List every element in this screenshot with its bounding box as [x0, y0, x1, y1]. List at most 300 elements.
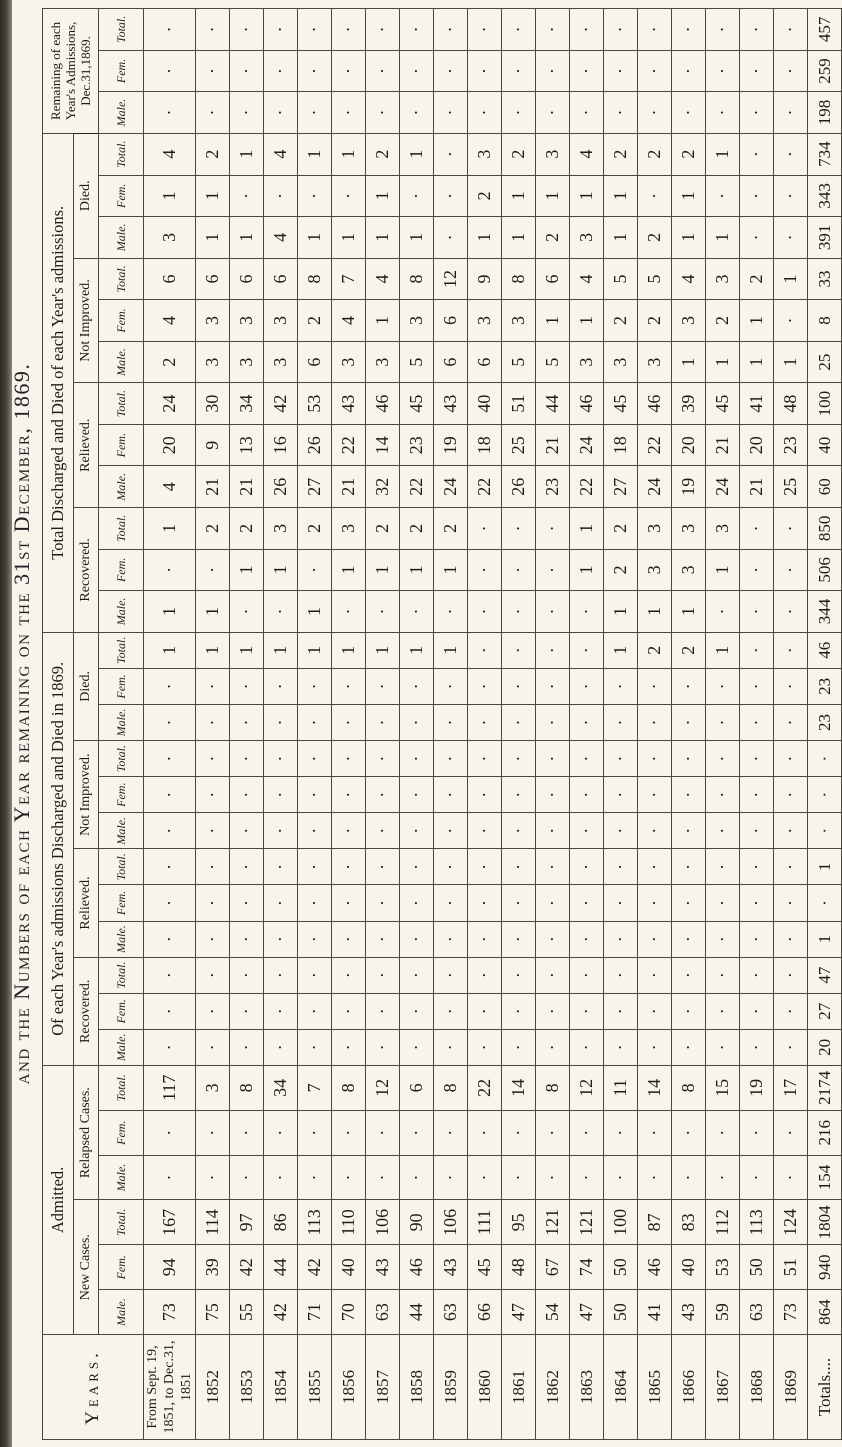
value-cell: ·: [706, 175, 740, 217]
col-header-male: Male.: [99, 217, 144, 259]
value-cell: 45: [468, 1245, 502, 1290]
value-cell: 2: [502, 133, 536, 175]
value-cell: ·: [400, 921, 434, 957]
value-cell: 50: [740, 1245, 774, 1290]
table-row: [502, 9, 536, 1440]
value-cell: ·: [264, 1029, 298, 1065]
value-cell: 113: [298, 1200, 332, 1245]
value-cell: 2: [672, 632, 706, 668]
value-cell: ·: [332, 1029, 366, 1065]
value-cell: 4: [264, 217, 298, 259]
value-cell: 121: [570, 1200, 604, 1245]
value-cell: 1: [706, 133, 740, 175]
value-cell: ·: [144, 50, 196, 92]
value-cell: 1: [672, 175, 706, 217]
value-cell: ·: [502, 741, 536, 777]
value-cell: 100: [604, 1200, 638, 1245]
col-header-total: Total.: [99, 1200, 144, 1245]
value-cell: 1: [230, 632, 264, 668]
value-cell: 8: [808, 300, 842, 342]
value-cell: ·: [434, 92, 468, 134]
value-cell: 1: [366, 217, 400, 259]
value-cell: 1: [366, 300, 400, 342]
value-cell: 22: [570, 466, 604, 508]
value-cell: 14: [638, 1065, 672, 1110]
value-cell: 3: [196, 1065, 230, 1110]
value-cell: 19: [740, 1065, 774, 1110]
col-header-fem: Fem.: [99, 777, 144, 813]
col-header-male: Male.: [99, 1029, 144, 1065]
col-header-total: Total.: [99, 383, 144, 425]
value-cell: 2: [400, 508, 434, 550]
value-cell: ·: [468, 668, 502, 704]
value-cell: ·: [502, 957, 536, 993]
value-cell: 1: [502, 217, 536, 259]
value-cell: ·: [570, 849, 604, 885]
year-cell: 1865: [638, 1335, 672, 1440]
value-cell: 12: [366, 1065, 400, 1110]
value-cell: ·: [570, 777, 604, 813]
value-cell: 74: [570, 1245, 604, 1290]
table-row: [604, 9, 638, 1440]
value-cell: ·: [468, 508, 502, 550]
value-cell: 1: [570, 300, 604, 342]
value-cell: ·: [230, 957, 264, 993]
value-cell: 3: [570, 217, 604, 259]
value-cell: 27: [604, 466, 638, 508]
value-cell: 70: [332, 1290, 366, 1335]
value-cell: 41: [638, 1290, 672, 1335]
col-header-fem: Fem.: [99, 424, 144, 466]
value-cell: 22: [638, 424, 672, 466]
value-cell: 124: [774, 1200, 808, 1245]
value-cell: ·: [230, 175, 264, 217]
value-cell: 59: [706, 1290, 740, 1335]
year-cell: 1854: [264, 1335, 298, 1440]
value-cell: ·: [400, 1110, 434, 1155]
value-cell: ·: [332, 885, 366, 921]
value-cell: ·: [570, 993, 604, 1029]
value-cell: 42: [264, 1290, 298, 1335]
value-cell: 940: [808, 1245, 842, 1290]
value-cell: ·: [672, 668, 706, 704]
value-cell: 1: [144, 632, 196, 668]
value-cell: ·: [502, 993, 536, 1029]
value-cell: ·: [400, 1155, 434, 1200]
value-cell: 23: [774, 424, 808, 466]
value-cell: ·: [706, 591, 740, 633]
value-cell: 1: [196, 591, 230, 633]
value-cell: ·: [774, 777, 808, 813]
value-cell: 3: [638, 341, 672, 383]
value-cell: ·: [740, 632, 774, 668]
col-header-fem: Fem.: [99, 549, 144, 591]
value-cell: 1: [706, 341, 740, 383]
value-cell: 3: [706, 258, 740, 300]
col-header-total: Total.: [99, 9, 144, 51]
value-cell: 1: [536, 175, 570, 217]
value-cell: ·: [400, 885, 434, 921]
table-row: [366, 9, 400, 1440]
value-cell: ·: [774, 50, 808, 92]
value-cell: 34: [230, 383, 264, 425]
value-cell: ·: [672, 9, 706, 51]
value-cell: 3: [230, 300, 264, 342]
value-cell: 5: [502, 341, 536, 383]
value-cell: ·: [774, 813, 808, 849]
value-cell: ·: [502, 921, 536, 957]
value-cell: 60: [808, 466, 842, 508]
value-cell: ·: [230, 50, 264, 92]
value-cell: 8: [298, 258, 332, 300]
value-cell: ·: [740, 508, 774, 550]
value-cell: 100: [808, 383, 842, 425]
value-cell: ·: [502, 704, 536, 740]
value-cell: ·: [536, 813, 570, 849]
value-cell: ·: [604, 9, 638, 51]
value-cell: ·: [366, 957, 400, 993]
value-cell: ·: [740, 1110, 774, 1155]
value-cell: 46: [400, 1245, 434, 1290]
value-cell: 121: [536, 1200, 570, 1245]
value-cell: ·: [468, 957, 502, 993]
value-cell: ·: [144, 957, 196, 993]
value-cell: 42: [298, 1245, 332, 1290]
value-cell: ·: [502, 1110, 536, 1155]
t-died-header: Died.: [74, 133, 99, 258]
value-cell: 1: [230, 217, 264, 259]
value-cell: ·: [740, 777, 774, 813]
value-cell: ·: [332, 1155, 366, 1200]
col-header-total: Total.: [99, 957, 144, 993]
value-cell: 6: [400, 1065, 434, 1110]
value-cell: 8: [230, 1065, 264, 1110]
value-cell: ·: [196, 92, 230, 134]
value-cell: 1: [332, 217, 366, 259]
value-cell: 26: [264, 466, 298, 508]
value-cell: ·: [672, 849, 706, 885]
value-cell: 11: [604, 1065, 638, 1110]
y-recovered-header: Recovered.: [74, 957, 99, 1065]
value-cell: 75: [196, 1290, 230, 1335]
value-cell: ·: [706, 92, 740, 134]
value-cell: 44: [264, 1245, 298, 1290]
col-header-total: Total.: [99, 849, 144, 885]
value-cell: ·: [230, 92, 264, 134]
value-cell: ·: [332, 849, 366, 885]
value-cell: ·: [332, 777, 366, 813]
value-cell: 46: [366, 383, 400, 425]
col-header-fem: Fem.: [99, 668, 144, 704]
value-cell: 2: [604, 508, 638, 550]
admissions-table: [42, 8, 842, 1440]
value-cell: 21: [332, 466, 366, 508]
value-cell: ·: [740, 9, 774, 51]
value-cell: ·: [706, 813, 740, 849]
value-cell: ·: [230, 668, 264, 704]
value-cell: ·: [468, 1155, 502, 1200]
value-cell: ·: [468, 1029, 502, 1065]
value-cell: 1: [808, 849, 842, 885]
value-cell: ·: [570, 9, 604, 51]
value-cell: ·: [604, 813, 638, 849]
value-cell: 1: [366, 175, 400, 217]
value-cell: 391: [808, 217, 842, 259]
table-row: [434, 9, 468, 1440]
value-cell: 97: [230, 1200, 264, 1245]
value-cell: ·: [400, 849, 434, 885]
value-cell: ·: [570, 921, 604, 957]
year-cell: 1869: [774, 1335, 808, 1440]
value-cell: ·: [808, 813, 842, 849]
value-cell: 63: [366, 1290, 400, 1335]
value-cell: ·: [332, 813, 366, 849]
value-cell: ·: [774, 217, 808, 259]
value-cell: ·: [468, 92, 502, 134]
value-cell: ·: [144, 813, 196, 849]
value-cell: 45: [400, 383, 434, 425]
value-cell: ·: [638, 885, 672, 921]
value-cell: 22: [400, 466, 434, 508]
value-cell: ·: [468, 549, 502, 591]
value-cell: ·: [144, 1029, 196, 1065]
value-cell: ·: [672, 921, 706, 957]
value-cell: 8: [536, 1065, 570, 1110]
value-cell: ·: [298, 741, 332, 777]
value-cell: 1: [144, 508, 196, 550]
value-cell: ·: [638, 1029, 672, 1065]
value-cell: 3: [264, 341, 298, 383]
value-cell: ·: [230, 921, 264, 957]
value-cell: ·: [604, 704, 638, 740]
value-cell: ·: [264, 921, 298, 957]
value-cell: ·: [434, 175, 468, 217]
value-cell: 43: [434, 383, 468, 425]
value-cell: ·: [740, 957, 774, 993]
value-cell: ·: [604, 1110, 638, 1155]
value-cell: 33: [808, 258, 842, 300]
table-row: [298, 9, 332, 1440]
value-cell: 18: [468, 424, 502, 466]
value-cell: ·: [264, 92, 298, 134]
value-cell: 2: [298, 300, 332, 342]
table-row: [638, 9, 672, 1440]
value-cell: ·: [434, 741, 468, 777]
value-cell: ·: [502, 849, 536, 885]
value-cell: 12: [434, 258, 468, 300]
value-cell: ·: [774, 993, 808, 1029]
value-cell: ·: [706, 668, 740, 704]
value-cell: ·: [740, 993, 774, 1029]
value-cell: ·: [570, 50, 604, 92]
value-cell: 344: [808, 591, 842, 633]
value-cell: 67: [536, 1245, 570, 1290]
year-cell: 1859: [434, 1335, 468, 1440]
value-cell: ·: [740, 741, 774, 777]
value-cell: 41: [740, 383, 774, 425]
value-cell: 506: [808, 549, 842, 591]
value-cell: ·: [536, 704, 570, 740]
value-cell: 5: [638, 258, 672, 300]
value-cell: 117: [144, 1065, 196, 1110]
value-cell: ·: [400, 92, 434, 134]
value-cell: ·: [774, 591, 808, 633]
value-cell: 47: [808, 957, 842, 993]
page-heading: and the Numbers of each Year remaining on the 31st December, 1869.: [9, 362, 34, 1085]
value-cell: ·: [740, 1155, 774, 1200]
col-header-fem: Fem.: [99, 885, 144, 921]
value-cell: 1: [672, 591, 706, 633]
value-cell: ·: [332, 175, 366, 217]
value-cell: ·: [400, 777, 434, 813]
value-cell: ·: [536, 668, 570, 704]
value-cell: ·: [774, 9, 808, 51]
value-cell: ·: [468, 741, 502, 777]
value-cell: ·: [536, 849, 570, 885]
value-cell: ·: [366, 777, 400, 813]
value-cell: 8: [434, 1065, 468, 1110]
value-cell: 3: [264, 508, 298, 550]
value-cell: ·: [774, 849, 808, 885]
value-cell: ·: [774, 741, 808, 777]
value-cell: 8: [332, 1065, 366, 1110]
value-cell: 25: [774, 466, 808, 508]
value-cell: 4: [264, 133, 298, 175]
table-row: [230, 9, 264, 1440]
value-cell: ·: [298, 1029, 332, 1065]
year-cell: 1866: [672, 1335, 706, 1440]
value-cell: ·: [672, 1110, 706, 1155]
value-cell: ·: [468, 813, 502, 849]
value-cell: ·: [604, 777, 638, 813]
value-cell: ·: [570, 668, 604, 704]
table-row: [332, 9, 366, 1440]
value-cell: 1: [570, 508, 604, 550]
value-cell: ·: [366, 849, 400, 885]
value-cell: ·: [400, 1029, 434, 1065]
value-cell: 12: [570, 1065, 604, 1110]
value-cell: 864: [808, 1290, 842, 1335]
col-header-fem: Fem.: [99, 300, 144, 342]
value-cell: 1: [808, 921, 842, 957]
value-cell: 19: [672, 466, 706, 508]
value-cell: 6: [468, 341, 502, 383]
col-header-male: Male.: [99, 591, 144, 633]
value-cell: ·: [298, 50, 332, 92]
value-cell: 1: [298, 133, 332, 175]
value-cell: ·: [468, 849, 502, 885]
value-cell: ·: [400, 704, 434, 740]
value-cell: ·: [298, 921, 332, 957]
table-row: [706, 9, 740, 1440]
year-cell: 1857: [366, 1335, 400, 1440]
value-cell: 1: [604, 217, 638, 259]
value-cell: 39: [672, 383, 706, 425]
value-cell: ·: [468, 921, 502, 957]
value-cell: 8: [672, 1065, 706, 1110]
value-cell: 3: [332, 341, 366, 383]
value-cell: 46: [808, 632, 842, 668]
value-cell: 30: [196, 383, 230, 425]
years-header: Years.: [43, 1335, 144, 1440]
value-cell: ·: [774, 92, 808, 134]
value-cell: 73: [144, 1290, 196, 1335]
value-cell: 21: [196, 466, 230, 508]
col-header-total: Total.: [99, 632, 144, 668]
value-cell: ·: [400, 957, 434, 993]
value-cell: ·: [638, 813, 672, 849]
value-cell: ·: [672, 741, 706, 777]
table-row: [400, 9, 434, 1440]
value-cell: 4: [332, 300, 366, 342]
value-cell: 114: [196, 1200, 230, 1245]
value-cell: ·: [298, 1110, 332, 1155]
value-cell: ·: [774, 1029, 808, 1065]
value-cell: 5: [400, 341, 434, 383]
value-cell: ·: [502, 632, 536, 668]
value-cell: ·: [230, 993, 264, 1029]
totals-label: Totals....: [808, 1335, 842, 1440]
value-cell: ·: [434, 849, 468, 885]
value-cell: ·: [366, 591, 400, 633]
value-cell: 53: [298, 383, 332, 425]
value-cell: ·: [144, 1110, 196, 1155]
value-cell: 2: [638, 133, 672, 175]
value-cell: ·: [638, 175, 672, 217]
value-cell: ·: [672, 885, 706, 921]
value-cell: 1: [400, 133, 434, 175]
value-cell: ·: [604, 50, 638, 92]
value-cell: ·: [332, 50, 366, 92]
value-cell: 2: [434, 508, 468, 550]
value-cell: ·: [638, 50, 672, 92]
value-cell: ·: [740, 885, 774, 921]
value-cell: 6: [196, 258, 230, 300]
value-cell: ·: [230, 777, 264, 813]
value-cell: ·: [298, 1155, 332, 1200]
value-cell: 4: [144, 300, 196, 342]
value-cell: ·: [638, 741, 672, 777]
value-cell: ·: [366, 50, 400, 92]
year-cell: From Sept. 19, 1851, to Dec.31, 1851: [144, 1335, 196, 1440]
value-cell: 46: [570, 383, 604, 425]
value-cell: 22: [468, 466, 502, 508]
value-cell: 3: [672, 508, 706, 550]
value-cell: 6: [434, 300, 468, 342]
value-cell: ·: [196, 885, 230, 921]
value-cell: ·: [434, 1029, 468, 1065]
value-cell: ·: [468, 993, 502, 1029]
value-cell: ·: [144, 704, 196, 740]
table-row: [468, 9, 502, 1440]
value-cell: ·: [468, 885, 502, 921]
value-cell: ·: [570, 885, 604, 921]
value-cell: 16: [264, 424, 298, 466]
col-header-total: Total.: [99, 741, 144, 777]
value-cell: ·: [706, 9, 740, 51]
value-cell: ·: [400, 741, 434, 777]
col-header-male: Male.: [99, 92, 144, 134]
value-cell: ·: [638, 9, 672, 51]
value-cell: 110: [332, 1200, 366, 1245]
value-cell: 6: [144, 258, 196, 300]
value-cell: ·: [774, 133, 808, 175]
value-cell: ·: [502, 508, 536, 550]
value-cell: 21: [706, 424, 740, 466]
value-cell: 24: [638, 466, 672, 508]
value-cell: ·: [672, 50, 706, 92]
y-died-header: Died.: [74, 632, 99, 740]
